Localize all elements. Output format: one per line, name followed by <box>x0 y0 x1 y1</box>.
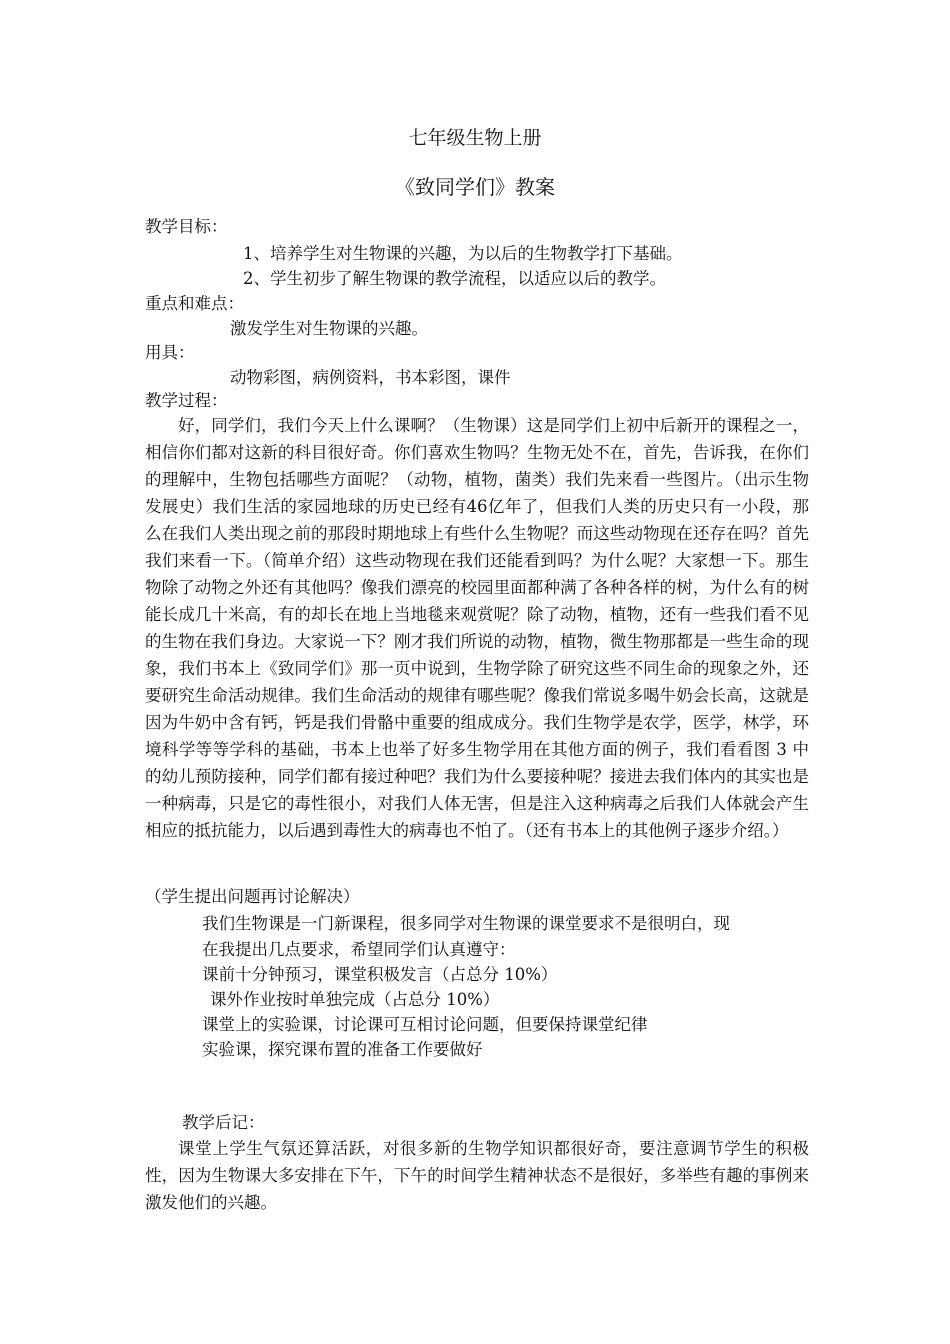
document-title: 七年级生物上册 <box>408 127 542 149</box>
tools-heading: 用具： <box>145 343 195 362</box>
process-paragraph: 好，同学们，我们今天上什么课啊？（生物课）这是同学们上初中后新开的课程之一，相信你们都对这新的科目很好奇。你们喜欢生物吗？生物无处不在，首先，告诉我，在你们的理解中，生物包括哪些方面呢？（动物，植物，菌类）我们先来看一些图片。（出示生物发展史）我们生活的家园地球的历史已经有46亿年了，但我们人类的历史只有一小段，那么在我们人类出现之前的那段时期地球上有些什么生物呢？而这些动物现在还存在吗？首先我们来看一下。（简单介绍）这些动物现在我们还能看到吗？为什么呢？大家想一下。那生物除了动物之外还有其他吗？像我们漂亮的校园里面都种满了各种各样的树，为什么有的树能长成几十米高，有的却长在地上当地毯来观赏呢？除了动物，植物，还有一些我们看不见的生物在我们身边。大家说一下？刚才我们所说的动物，植物，微生物那都是一些生命的现象，我们书本上《致同学们》那一页中说到，生物学除了研究这些不同生命的现象之外，还要研究生命活动规律。我们生命活动的规律有哪些呢？像我们常说多喝牛奶会长高，这就是因为牛奶中含有钙，钙是我们骨骼中重要的组成成分。我们生物学是农学，医学，林学，环境科学等等学科的基础，书本上也举了好多生物学用在其他方面的例子，我们看看图 3 中的幼儿预防接种，同学们都有接过种吧？我们为什么要接种呢？接进去我们体内的其实也是一种病毒，只是它的毒性很小，对我们人体无害，但是注入这种病毒之后我们人体就会产生相应的抵抗能力，以后遇到毒性大的病毒也不怕了。（还有书本上的其他例子逐步介绍。） <box>145 416 809 840</box>
reflection-paragraph: 课堂上学生气氛还算活跃，对很多新的生物学知识都很好奇，要注意调节学生的积极性，因为生物课大多安排在下午，下午的时间学生精神状态不是很好，多举些有趣的事例来激发他们的兴趣。 <box>145 1139 809 1212</box>
discussion-note: （学生提出问题再讨论解决） <box>145 887 360 906</box>
key-points-heading: 重点和难点： <box>145 294 244 313</box>
requirement-item-2: 课外作业按时单独完成（占总分 10%） <box>210 990 500 1009</box>
objective-item-1: 1、培养学生对生物课的兴趣，为以后的生物教学打下基础。 <box>243 244 683 263</box>
requirement-item-4: 实验课，探究课布置的准备工作要做好 <box>202 1040 483 1059</box>
key-points-text: 激发学生对生物课的兴趣。 <box>230 319 428 338</box>
requirements-intro-line-1: 我们生物课是一门新课程，很多同学对生物课的课堂要求不是很明白，现 <box>202 914 730 933</box>
requirement-item-3: 课堂上的实验课，讨论课可互相讨论问题，但要保持课堂纪律 <box>202 1015 648 1034</box>
document-subtitle: 《致同学们》教案 <box>395 175 555 199</box>
requirements-intro-line-2: 在我提出几点要求，希望同学们认真遵守： <box>202 940 516 959</box>
objectives-heading: 教学目标： <box>145 217 228 236</box>
process-heading: 教学过程： <box>145 391 228 410</box>
requirement-item-1: 课前十分钟预习，课堂积极发言（占总分 10%） <box>202 965 558 984</box>
objective-item-2: 2、学生初步了解生物课的教学流程，以适应以后的教学。 <box>243 269 666 288</box>
tools-text: 动物彩图，病例资料，书本彩图，课件 <box>230 368 511 387</box>
reflection-heading: 教学后记： <box>182 1113 265 1132</box>
